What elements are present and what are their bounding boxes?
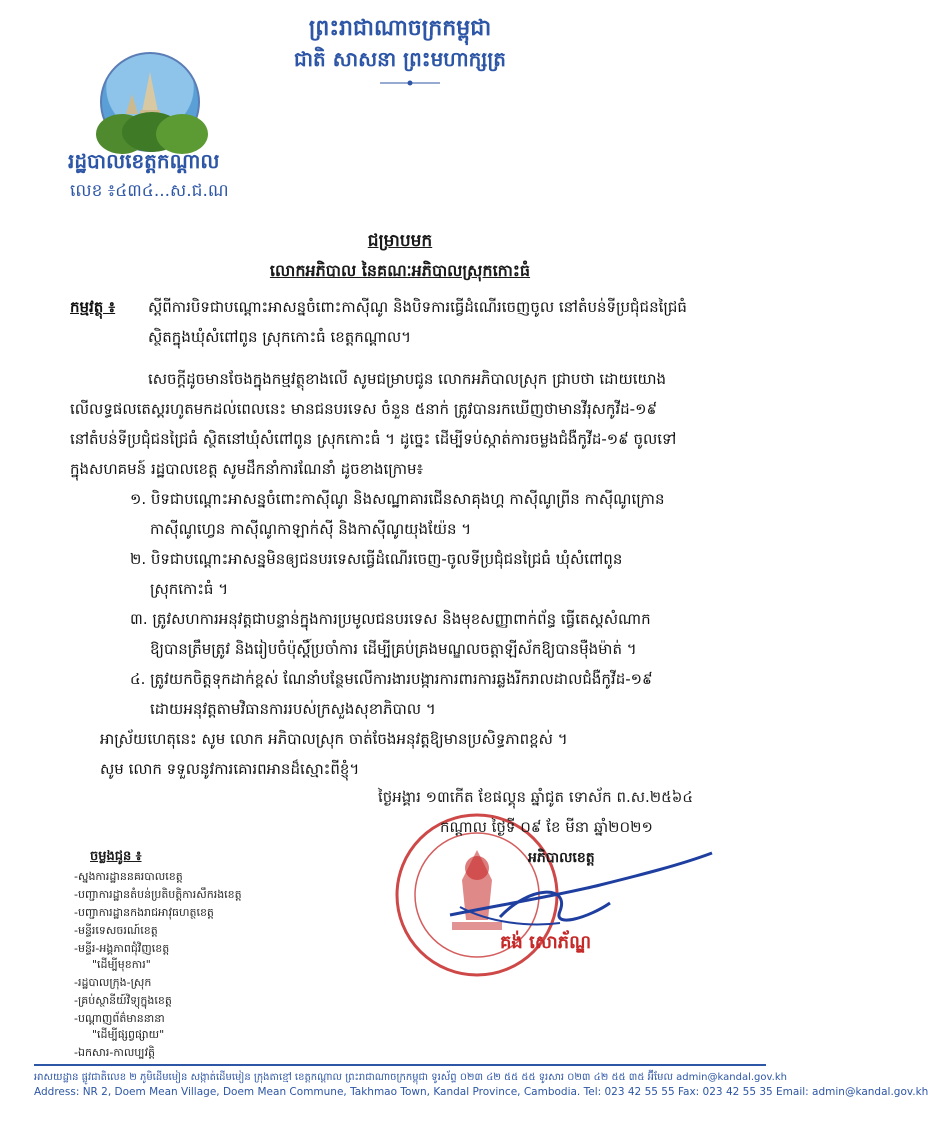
- motto-heading: ជាតិ សាសនា ព្រះមហាក្សត្រ: [294, 47, 506, 71]
- cc-item: -មន្ទីរ-អង្គភាពជុំវិញខេត្ត: [74, 942, 170, 955]
- cc-item: -ស្នងការដ្ឋាននគរបាលខេត្ត: [74, 870, 183, 883]
- cc-item: -បញ្ជាការដ្ឋានតំបន់ប្រតិបត្តិការសឹករងខេត្ត: [74, 888, 242, 901]
- ornament-divider: [380, 78, 440, 88]
- addressee-title: ជម្រាបមក: [367, 231, 433, 251]
- signer-title: អភិបាលខេត្ត: [528, 850, 595, 866]
- cc-title: ចម្លងជូន ៖: [90, 849, 142, 864]
- directive-item: ៣. ត្រូវសហការអនុវត្តជាបន្ទាន់ក្នុងការប្រមូលជនបរទេស និងមុខសញ្ញាពាក់ព័ន្ធ ធ្វើតេស្តសំណាក: [130, 610, 651, 628]
- cc-item: -បញ្ជាការដ្ឋានកងរាជអាវុធហត្ថខេត្ត: [74, 906, 214, 919]
- cc-item: -ឯកសារ-កាលប្បវត្តិ: [74, 1046, 156, 1059]
- body-paragraph-line: នៅតំបន់ទីប្រជុំជនជ្រៃធំ ស្ថិតនៅឃុំសំពៅពូន ស្រុកកោះធំ ។ ដូច្នេះ ដើម្បីទប់ស្កាត់ការចម្លងជំងឺកូវីដ-១៩ ចូលទៅ: [70, 430, 677, 448]
- body-paragraph-line: លើលទ្ធផលតេស្តរហូតមកដល់ពេលនេះ មានជនបរទេស ចំនួន ៥នាក់ ត្រូវបានរកឃើញថាមានវីរុសកូវីដ-១៩: [70, 400, 658, 418]
- directive-item: ៤. ត្រូវយកចិត្តទុកដាក់ខ្ពស់ ណែនាំបន្ថែមលើការងារបង្ការការពារការឆ្លងរីករាលដាលជំងឺកូវីដ-១៩: [130, 670, 653, 688]
- subject-label: កម្មវត្ថុ ៖: [70, 298, 116, 316]
- cc-item-note: "ដើម្បីមុខការ": [92, 958, 151, 971]
- directive-item: ១. បិទជាបណ្តោះអាសន្នចំពោះកាស៊ីណូ និងសណ្ឋាគារជើនសាគុងហ្គ កាស៊ីណូព្រីន កាស៊ីណូក្រោន: [130, 490, 665, 508]
- lunar-date: ថ្ងៃអង្គារ ១៣កើត ខែផល្គុន ឆ្នាំជូត ទោស័ក ព.ស.២៥៦៤: [378, 788, 693, 806]
- body-paragraph-line: សេចក្តីដូចមានចែងក្នុងកម្មវត្ថុខាងលើ សូមជម្រាបជូន លោកអភិបាលស្រុក ជ្រាបថា ដោយយោង: [148, 370, 667, 388]
- handwritten-signature: [440, 845, 720, 935]
- footer-address-english: Address: NR 2, Doem Mean Village, Doem Mean Commune, Takhmao Town, Kandal Province, Cambodia. Tel: 023 42 55 55 Fax: 023 42 55 35 Email: admin@kandal.gov.kh: [34, 1086, 928, 1098]
- signer-name: គង់ សោភ័ណ្ឌ: [500, 932, 592, 953]
- directive-item-continuation: ស្រុកកោះធំ ។: [150, 580, 229, 598]
- kingdom-heading: ព្រះរាជាណាចក្រកម្ពុជា: [308, 15, 492, 41]
- cc-item-note: "ដើម្បីផ្សព្វផ្សាយ": [92, 1028, 165, 1041]
- cc-item: -មន្ទីរទេសចរណ៍ខេត្ត: [74, 924, 158, 937]
- footer-address-khmer: អាសយដ្ឋាន ផ្លូវជាតិលេខ ២ ភូមិដើមមៀន សង្កាត់ដើមមៀន ក្រុងតាខ្មៅ ខេត្តកណ្តាល ព្រះរាជាណាចក្រកម្ពុជា ទូរស័ព្ទ ០២៣ ៤២ ៥៥ ៥៥ ទូរសារ ០២៣ ៤២ ៥៥ ៣៥ អ៊ីមែល admin@kandal.gov.kh: [34, 1072, 787, 1083]
- directive-item-continuation: ឱ្យបានត្រឹមត្រូវ និងរៀបចំប៉ុស្តិ៍ប្រចាំការ ដើម្បីគ្រប់គ្រងមណ្ឌលចត្តាឡីស័កឱ្យបានម៉ឺងម៉ាត់ ។: [150, 640, 637, 658]
- directive-item-continuation: កាស៊ីណូហ្វេន កាស៊ីណូកាឡាក់ស៊ី និងកាស៊ីណូយុងយ៉ែន ។: [150, 520, 472, 538]
- subject-line: ស្តីពីការបិទជាបណ្តោះអាសន្នចំពោះកាស៊ីណូ និងបិទការធ្វើដំណើរចេញចូល នៅតំបន់ទីប្រជុំជនជ្រៃធំ: [148, 298, 687, 316]
- cc-item: -បណ្តាញព័ត៌មាននានា: [74, 1012, 165, 1025]
- solar-date: កណ្តាល ថ្ងៃទី ០៩ ខែ មីនា ឆ្នាំ២០២១: [440, 818, 653, 836]
- provincial-logo: [100, 52, 200, 152]
- footer-divider: [34, 1064, 766, 1066]
- cc-item: -គ្រប់ស្ថានីយ៍វិទ្យុក្នុងខេត្ត: [74, 994, 172, 1007]
- directive-item: ២. បិទជាបណ្តោះអាសន្នមិនឲ្យជនបរទេសធ្វើដំណើរចេញ-ចូលទីប្រជុំជនជ្រៃធំ ឃុំសំពៅពូន: [130, 550, 623, 568]
- reference-number: លេខ ៖៤៣៤...ស.ជ.ណ: [70, 181, 229, 201]
- directive-item-continuation: ដោយអនុវត្តតាមវិធានការរបស់ក្រសួងសុខាភិបាល ។: [150, 700, 436, 718]
- addressee-name: លោកអភិបាល នៃគណៈអភិបាលស្រុកកោះធំ: [269, 261, 531, 280]
- closing-line: អាស្រ័យហេតុនេះ សូម លោក អភិបាលស្រុក ចាត់ចែងអនុវត្តឱ្យមានប្រសិទ្ធភាពខ្ពស់ ។: [100, 730, 568, 748]
- closing-line: សូម លោក ទទួលនូវការគោរពអានដ៏ស្មោះពីខ្ញុំ។: [100, 760, 360, 778]
- cc-item: -រដ្ឋបាលក្រុង-ស្រុក: [74, 976, 152, 989]
- body-paragraph-line: ក្នុងសហគមន៍ រដ្ឋបាលខេត្ត សូមដឹកនាំការណែនាំ ដូចខាងក្រោម៖: [70, 460, 424, 478]
- subject-line: ស្ថិតក្នុងឃុំសំពៅពូន ស្រុកកោះធំ ខេត្តកណ្តាល។: [148, 328, 412, 346]
- organization-name: រដ្ឋបាលខេត្តកណ្តាល: [68, 149, 220, 173]
